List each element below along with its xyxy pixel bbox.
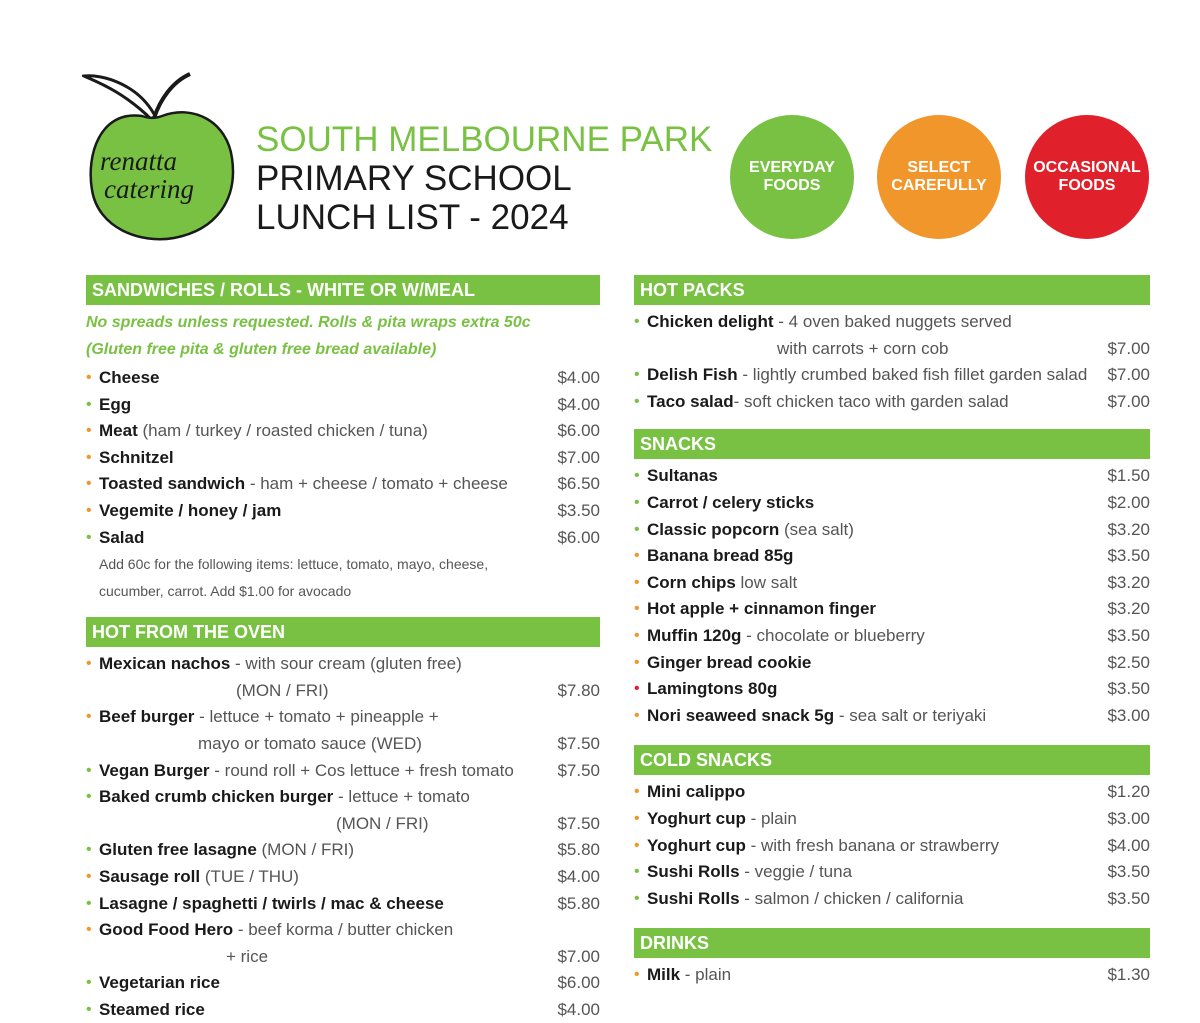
menu-item [86,891,600,918]
bullet-icon: • [86,528,92,546]
item-name: Beef burger [99,707,195,727]
bullet-icon: • [634,966,640,984]
item-price: $7.80 [557,680,600,700]
bullet-icon: • [86,894,92,912]
menu-item [86,970,600,997]
item-name: Cheese [99,368,160,387]
item-description: - round roll + Cos lettuce + fresh tomato [209,760,514,780]
item-price: $7.00 [1107,391,1150,411]
bullet-icon: • [86,974,92,992]
item-price: $7.50 [557,733,600,753]
bullet-icon: • [86,1000,92,1018]
item-description-continued: with carrots + corn cob $7.00 [634,336,1150,363]
item-name: Baked crumb chicken burger [99,787,334,807]
item-price: $3.20 [1107,599,1150,619]
bullet-icon: • [634,520,640,538]
item-name: Meat [99,421,138,441]
item-name: Yoghurt cup [647,808,746,828]
item-name: Lasagne / spaghetti / twirls / mac & cheese [99,893,444,913]
menu-item [634,623,1150,650]
item-description: - soft chicken taco with garden salad [733,391,1009,411]
item-price: $3.50 [1107,679,1150,699]
menu-item [634,490,1150,517]
section-heading-hot-packs: HOT PACKS [634,275,1150,305]
item-price: $3.20 [1107,519,1150,539]
menu-item [634,703,1150,730]
left-column [86,275,600,1023]
bullet-icon: • [86,788,92,806]
item-name: Sushi Rolls [647,888,740,908]
sandwich-note: No spreads unless requested. Rolls & pita wraps extra 50c (Gluten free pita & gluten free bread available) [86,314,531,358]
item-name: Nori seaweed snack 5g [647,705,835,725]
item-price: $3.50 [1107,546,1150,566]
item-price: $6.00 [557,973,600,993]
menu-item [86,917,600,970]
item-price: $3.00 [1107,705,1150,725]
item-name: Carrot / celery sticks [647,492,815,512]
item-price: $4.00 [557,999,600,1019]
item-name: Steamed rice [99,999,205,1019]
item-description: - 4 oven baked nuggets served [773,312,1012,331]
item-name: Milk [647,965,681,985]
section-heading-snacks: SNACKS [634,429,1150,459]
menu-item [86,997,600,1023]
item-description: (TUE / THU) [200,866,299,886]
bullet-icon: • [86,422,92,440]
menu-item [86,392,600,419]
item-description-continued: (MON / FRI) $7.80 [86,678,600,705]
item-name: Vegetarian rice [99,973,220,993]
menu-item [86,758,600,785]
item-name: Mexican nachos [99,654,231,674]
menu-item [634,650,1150,677]
item-description-continued: (MON / FRI) $7.50 [86,811,600,838]
page-title [256,120,712,237]
item-name: Banana bread 85g [647,546,794,566]
menu-item [86,784,600,837]
item-name: Egg [99,394,132,414]
item-name: Yoghurt cup [647,835,746,855]
menu-item [634,962,1150,989]
item-name: Sausage roll [99,866,201,886]
menu-item [86,837,600,864]
cold-snacks-items [634,779,1150,912]
item-description: - sea salt or teriyaki [834,705,987,725]
item-price: $3.50 [1107,862,1150,882]
hot-packs-items [634,309,1150,415]
sandwich-add-note: Add 60c for the following items: lettuce, tomato, mayo, cheese, cucumber, carrot. Add $1.00 for avocado [99,556,489,599]
item-name: Vegemite / honey / jam [99,500,282,520]
item-description: - salmon / chicken / california [739,888,964,908]
drinks-items [634,962,1150,989]
hot-oven-items [86,651,600,1023]
item-name: Schnitzel [99,447,174,467]
bullet-icon: • [634,467,640,485]
item-price: $7.00 [557,946,600,966]
menu-item [634,833,1150,860]
item-price: $5.80 [557,840,600,860]
bullet-icon: • [86,761,92,779]
title-line-1: SOUTH MELBOURNE PARK [256,120,713,159]
bullet-icon: • [86,708,92,726]
item-price: $5.80 [557,893,600,913]
item-description: - plain [745,808,797,828]
menu-item [634,886,1150,913]
select-carefully-badge: SELECT CAREFULLY [877,115,1001,239]
item-description: low salt [735,572,798,592]
item-name: Good Food Hero [99,920,234,940]
right-column [634,275,1150,989]
item-description-continued: mayo or tomato sauce (WED) $7.50 [86,731,600,758]
bullet-icon: • [634,493,640,511]
bullet-icon: • [634,600,640,618]
menu-item [634,676,1150,703]
item-description: (ham / turkey / roasted chicken / tuna) [137,421,428,441]
item-description-continued: + rice $7.00 [86,944,600,971]
menu-item [86,498,600,525]
item-price: $3.50 [1107,888,1150,908]
menu-item [634,463,1150,490]
item-price: $3.50 [1107,625,1150,645]
menu-item [634,517,1150,544]
item-name: Mini calippo [647,782,746,802]
sandwich-items [86,365,600,551]
bullet-icon: • [634,706,640,724]
section-heading-hot-oven: HOT FROM THE OVEN [86,617,600,647]
menu-item [634,309,1150,362]
logo-text-1: renatta [100,146,177,176]
section-heading-cold-snacks: COLD SNACKS [634,745,1150,775]
bullet-icon: • [86,921,92,939]
item-description: - ham + cheese / tomato + cheese [245,474,508,494]
item-price: $7.50 [557,760,600,780]
bullet-icon: • [634,783,640,801]
item-description: - beef korma / butter chicken [233,920,454,940]
bullet-icon: • [86,475,92,493]
item-description: - veggie / tuna [739,862,853,882]
item-price: $7.00 [557,447,600,467]
bullet-icon: • [86,369,92,386]
item-name: Lamingtons 80g [647,679,778,699]
renatta-catering-logo [82,70,242,245]
bullet-icon: • [634,392,640,410]
bullet-icon: • [634,313,640,330]
bullet-icon: • [634,573,640,591]
item-name: Ginger bread cookie [647,652,812,672]
bullet-icon: • [634,889,640,907]
item-price: $3.00 [1107,808,1150,828]
bullet-icon: • [634,366,640,384]
menu-item [634,543,1150,570]
bullet-icon: • [86,501,92,519]
item-description: - lightly crumbed baked fish fillet garden salad [737,365,1088,385]
item-name: Classic popcorn [647,519,780,539]
menu-item [634,859,1150,886]
menu-item [86,525,600,552]
item-name: Gluten free lasagne [99,840,257,860]
menu-item [86,365,600,392]
item-name: Sushi Rolls [647,862,740,882]
menu-item [86,864,600,891]
menu-item [86,651,600,704]
bullet-icon: • [634,680,640,698]
item-name: Salad [99,527,145,547]
item-price: $7.50 [557,813,600,833]
bullet-icon: • [634,836,640,854]
section-heading-drinks: DRINKS [634,928,1150,958]
bullet-icon: • [634,863,640,881]
everyday-foods-badge: EVERYDAY FOODS [730,115,854,239]
bullet-icon: • [634,547,640,565]
item-name: Delish Fish [647,365,738,385]
bullet-icon: • [634,626,640,644]
item-name: Muffin 120g [647,625,742,645]
item-price: $4.00 [557,368,600,387]
section-heading-sandwiches: SANDWICHES / ROLLS - WHITE OR W/MEAL [86,275,600,305]
item-price: $1.50 [1107,466,1150,486]
menu-item [86,418,600,445]
item-price: $6.00 [557,421,600,441]
menu-item [634,362,1150,389]
bullet-icon: • [86,867,92,885]
item-price: $6.50 [557,474,600,494]
item-price: $1.20 [1107,782,1150,802]
occasional-foods-badge: OCCASIONAL FOODS [1025,115,1149,239]
item-name: Toasted sandwich [99,474,246,494]
item-price: $1.30 [1107,965,1150,985]
item-name: Corn chips [647,572,736,592]
item-name: Hot apple + cinnamon finger [647,599,877,619]
menu-item [634,570,1150,597]
menu-item [634,596,1150,623]
item-description: - lettuce + tomato + pineapple + [194,707,439,727]
menu-item [86,471,600,498]
bullet-icon: • [86,841,92,859]
item-price: $4.00 [1107,835,1150,855]
item-price: $2.50 [1107,652,1150,672]
menu-item [86,445,600,472]
bullet-icon: • [634,653,640,671]
title-line-2: PRIMARY SCHOOL [256,159,572,198]
item-name: Taco salad [647,391,734,411]
item-description: - with sour cream (gluten free) [230,654,462,674]
snacks-items [634,463,1150,729]
item-price: $4.00 [557,394,600,414]
item-price: $4.00 [557,866,600,886]
logo-text-2: catering [104,174,194,204]
item-description: - lettuce + tomato [333,787,470,807]
menu-item [634,806,1150,833]
menu-item [86,704,600,757]
bullet-icon: • [86,655,92,673]
bullet-icon: • [86,448,92,466]
item-description: - chocolate or blueberry [741,625,925,645]
item-price: $6.00 [557,527,600,547]
item-description: (sea salt) [779,519,854,539]
item-name: Sultanas [647,466,718,486]
item-price: $7.00 [1107,338,1150,358]
menu-item [634,389,1150,416]
menu-item [634,779,1150,806]
bullet-icon: • [634,809,640,827]
item-name: Vegan Burger [99,760,210,780]
item-price: $7.00 [1107,365,1150,385]
item-price: $3.50 [557,500,600,520]
item-description: - with fresh banana or strawberry [745,835,1000,855]
item-price: $2.00 [1107,492,1150,512]
item-name: Chicken delight [647,312,774,331]
title-line-3: LUNCH LIST - 2024 [256,198,569,237]
bullet-icon: • [86,395,92,413]
item-price: $3.20 [1107,572,1150,592]
item-description: - plain [680,965,732,985]
item-description: (MON / FRI) [256,840,355,860]
